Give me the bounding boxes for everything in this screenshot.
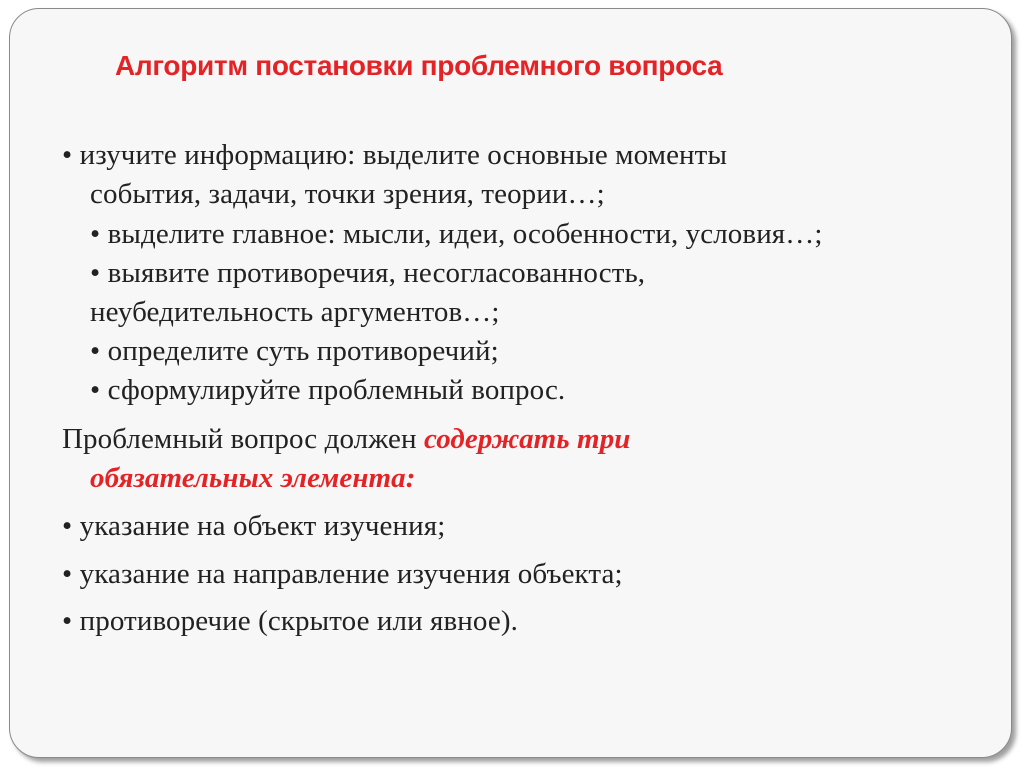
step-4-text: определите суть противоречий; — [107, 335, 499, 367]
requirement-lead: Проблемный вопрос должен — [62, 423, 417, 455]
bullet: • — [62, 558, 73, 590]
bullet: • — [90, 374, 101, 406]
element-2-text: указание на направление изучения объекта; — [79, 558, 623, 590]
requirement-line-2: обязательных элемента: — [90, 462, 416, 494]
step-3-text: выявите противоречия, несогласованность, — [107, 257, 646, 289]
requirement-line-1 — [62, 421, 631, 457]
requirement-emphasis: содержать три — [423, 423, 631, 455]
step-1-line-2: события, задачи, точки зрения, теории…; — [90, 178, 605, 210]
bullet: • — [90, 335, 101, 367]
step-4 — [90, 333, 499, 369]
step-5-text: сформулируйте проблемный вопрос. — [107, 374, 566, 406]
bullet: • — [62, 510, 73, 542]
bullet: • — [90, 257, 101, 289]
step-1-text: изучите информацию: выделите основные моменты — [79, 139, 728, 171]
bullet: • — [90, 218, 101, 250]
bullet: • — [62, 139, 73, 171]
element-1 — [62, 508, 445, 544]
step-2-text: выделите главное: мысли, идеи, особенности, условия…; — [107, 218, 823, 250]
step-3-line-2: неубедительность аргументов…; — [90, 296, 500, 328]
element-3-text: противоречие (скрытое или явное). — [79, 605, 518, 637]
step-5 — [90, 372, 565, 408]
bullet: • — [62, 605, 73, 637]
element-2 — [62, 556, 623, 592]
element-1-text: указание на объект изучения; — [79, 510, 446, 542]
step-1-line-1 — [62, 137, 727, 173]
element-3 — [62, 603, 518, 639]
step-3-line-1 — [90, 255, 645, 291]
slide-title: Алгоритм постановки проблемного вопроса — [115, 50, 723, 81]
step-2 — [90, 216, 823, 252]
